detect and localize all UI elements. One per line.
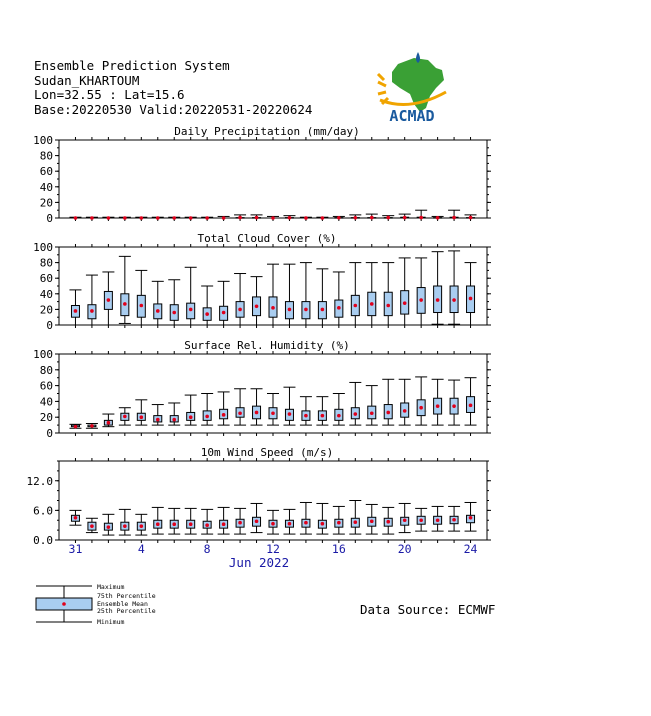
mean-dot	[140, 524, 144, 528]
box-day-22	[415, 210, 427, 219]
y-tick-label: 100	[33, 241, 53, 254]
mean-dot	[419, 406, 423, 410]
y-tick-label: 60	[39, 272, 53, 286]
mean-dot	[205, 523, 209, 527]
mean-dot	[452, 298, 456, 302]
mean-dot	[469, 516, 473, 520]
y-tick-label: 6.0	[33, 504, 53, 518]
x-tick-label: 16	[331, 542, 346, 556]
legend-minimum-label: Minimum	[97, 618, 125, 626]
box-day-19	[366, 386, 378, 426]
box-day-10	[218, 281, 230, 325]
box-day-12	[251, 215, 263, 220]
box-day-7	[168, 280, 180, 325]
box-day-6	[152, 405, 164, 426]
box-day-15	[300, 216, 312, 220]
box-day-18	[349, 215, 361, 220]
box-day-10	[218, 507, 230, 534]
box-day-20	[382, 379, 394, 425]
mean-dot	[140, 415, 144, 419]
box-day-4	[119, 408, 131, 425]
mean-dot	[337, 306, 341, 310]
box-day-9	[201, 394, 213, 426]
box-day-1	[69, 216, 81, 220]
y-tick-label: 12.0	[26, 474, 53, 488]
box-day-23	[432, 216, 444, 220]
y-tick-label: 60	[39, 165, 53, 179]
box-day-23	[432, 379, 444, 425]
box-day-15	[300, 263, 312, 325]
box-day-8	[185, 508, 197, 534]
x-tick-label: 8	[203, 542, 211, 556]
box-day-6	[152, 507, 164, 534]
panel-frame	[59, 140, 487, 218]
mean-dot	[337, 216, 341, 220]
mean-dot	[90, 424, 94, 428]
legend-mean-dot	[62, 602, 66, 606]
box-day-13	[267, 510, 279, 534]
mean-dot	[386, 216, 390, 220]
mean-dot	[205, 216, 209, 220]
mean-dot	[403, 301, 407, 305]
mean-dot	[436, 216, 440, 220]
mean-dot	[255, 411, 259, 415]
mean-dot	[386, 304, 390, 308]
y-tick-label: 60	[39, 379, 53, 393]
box-day-9	[201, 509, 213, 534]
box-day-7	[168, 216, 180, 220]
mean-dot	[337, 521, 341, 525]
box-day-1	[69, 510, 81, 525]
box-day-5	[135, 400, 147, 425]
box-day-22	[415, 377, 427, 425]
mean-dot	[304, 521, 308, 525]
box-day-13	[267, 216, 279, 220]
mean-dot	[354, 520, 358, 524]
x-tick-labels	[69, 542, 478, 556]
mean-dot	[370, 302, 374, 306]
header-line-location: Sudan_KHARTOUM	[34, 72, 140, 88]
mean-dot	[321, 414, 325, 418]
y-tick-label: 0	[46, 212, 53, 225]
legend	[36, 583, 156, 626]
box-day-7	[168, 403, 180, 425]
box-day-10	[218, 216, 230, 220]
box-day-20	[382, 216, 394, 220]
mean-dot	[238, 216, 242, 220]
mean-dot	[74, 309, 78, 313]
box-day-17	[333, 272, 345, 325]
mean-dot	[156, 522, 160, 526]
mean-dot	[469, 297, 473, 301]
box-day-19	[366, 504, 378, 534]
mean-dot	[123, 216, 127, 220]
box-day-11	[234, 215, 246, 220]
mean-dot	[123, 302, 127, 306]
box-day-16	[316, 397, 328, 425]
mean-dot	[156, 309, 160, 313]
rain-drop-icon	[416, 52, 420, 63]
mean-dot	[370, 411, 374, 415]
panel-title: 10m Wind Speed (m/s)	[200, 446, 334, 459]
box-day-14	[283, 509, 295, 534]
mean-dot	[255, 304, 259, 308]
box-day-14	[283, 264, 295, 325]
box-day-10	[218, 392, 230, 425]
mean-dot	[436, 298, 440, 302]
mean-dot	[172, 311, 176, 315]
mean-dot	[469, 404, 473, 408]
box-day-24	[448, 251, 460, 324]
mean-dot	[107, 216, 111, 220]
box-day-13	[267, 264, 279, 325]
box-day-16	[316, 503, 328, 534]
box-day-25	[465, 378, 477, 425]
box-day-7	[168, 508, 180, 534]
box-day-20	[382, 263, 394, 325]
box-day-6	[152, 216, 164, 220]
box-day-9	[201, 216, 213, 220]
box-day-22	[415, 258, 427, 325]
mean-dot	[74, 425, 78, 429]
box-day-16	[316, 216, 328, 220]
panel-title: Daily Precipitation (mm/day)	[174, 125, 360, 138]
mean-dot	[271, 306, 275, 310]
box-day-21	[399, 379, 411, 425]
mean-dot	[189, 216, 193, 220]
mean-dot	[107, 298, 111, 302]
box-day-2	[86, 424, 98, 429]
mean-dot	[403, 518, 407, 522]
box-day-11	[234, 274, 246, 325]
box-day-22	[415, 508, 427, 531]
mean-dot	[452, 518, 456, 522]
data-source: Data Source: ECMWF	[360, 602, 496, 617]
box-day-9	[201, 286, 213, 325]
mean-dot	[288, 216, 292, 220]
header-line-coordinates: Lon=32.55 : Lat=15.6	[34, 87, 185, 102]
box-day-5	[135, 514, 147, 535]
mean-dot	[189, 415, 193, 419]
box-day-21	[399, 214, 411, 219]
mean-dot	[238, 411, 242, 415]
box-day-1	[69, 290, 81, 325]
y-tick-label: 20	[39, 303, 53, 317]
panel-1	[33, 125, 491, 225]
box-day-18	[349, 501, 361, 535]
mean-dot	[222, 522, 226, 526]
box-day-25	[465, 263, 477, 325]
box-day-18	[349, 263, 361, 325]
y-tick-label: 40	[39, 287, 53, 301]
box-day-12	[251, 503, 263, 532]
box-day-4	[119, 216, 131, 220]
box-day-24	[448, 380, 460, 425]
mean-dot	[172, 418, 176, 422]
mean-dot	[321, 216, 325, 220]
mean-dot	[123, 415, 127, 419]
mean-dot	[172, 216, 176, 220]
box-day-12	[251, 389, 263, 425]
box-day-3	[102, 272, 114, 325]
chart-panels	[27, 125, 492, 547]
mean-dot	[452, 404, 456, 408]
y-tick-label: 0.0	[33, 534, 53, 547]
box-day-24	[448, 210, 460, 219]
box-day-5	[135, 270, 147, 325]
y-tick-label: 0	[46, 319, 53, 332]
x-tick-label: 4	[137, 542, 145, 556]
box-day-1	[69, 424, 81, 428]
mean-dot	[156, 418, 160, 422]
legend-maximum-label: Maximum	[97, 583, 125, 591]
x-tick-label: 24	[463, 542, 478, 556]
mean-dot	[304, 216, 308, 220]
mean-dot	[238, 521, 242, 525]
box-day-5	[135, 216, 147, 220]
box-day-2	[86, 216, 98, 220]
box-day-21	[399, 258, 411, 325]
box-day-20	[382, 507, 394, 534]
mean-dot	[370, 216, 374, 220]
mean-dot	[255, 216, 259, 220]
box-day-18	[349, 382, 361, 425]
box-day-17	[333, 394, 345, 426]
y-tick-label: 20	[39, 411, 53, 425]
box-day-6	[152, 281, 164, 325]
mean-dot	[386, 520, 390, 524]
mean-dot	[107, 421, 111, 425]
box-day-14	[283, 387, 295, 425]
mean-dot	[90, 216, 94, 220]
mean-dot	[205, 312, 209, 316]
box-day-23	[432, 252, 444, 325]
legend-p75-label: 75th Percentile	[97, 592, 156, 600]
mean-dot	[403, 216, 407, 220]
mean-dot	[222, 216, 226, 220]
y-tick-label: 20	[39, 196, 53, 210]
box-day-23	[432, 506, 444, 531]
legend-mean-label: Ensemble Mean	[97, 600, 148, 608]
mean-dot	[321, 522, 325, 526]
header-line-dates: Base:20220530 Valid:20220531-20220624	[34, 101, 313, 117]
box-day-8	[185, 395, 197, 425]
mean-dot	[222, 311, 226, 315]
mean-dot	[354, 216, 358, 220]
mean-dot	[469, 216, 473, 220]
panel-title: Total Cloud Cover (%)	[197, 232, 337, 245]
mean-dot	[354, 412, 358, 416]
mean-dot	[419, 298, 423, 302]
legend-p25-label: 25th Percentile	[97, 607, 156, 615]
panel-2	[33, 232, 491, 332]
mean-dot	[419, 518, 423, 522]
mean-dot	[107, 525, 111, 529]
header-line-system: Ensemble Prediction System	[34, 58, 230, 73]
mean-dot	[419, 216, 423, 220]
mean-dot	[304, 308, 308, 312]
box-day-2	[86, 518, 98, 532]
box-day-21	[399, 503, 411, 532]
box-day-24	[448, 506, 460, 531]
mean-dot	[90, 524, 94, 528]
box-day-11	[234, 389, 246, 425]
mean-dot	[172, 522, 176, 526]
mean-dot	[189, 308, 193, 312]
mean-dot	[354, 304, 358, 308]
mean-dot	[90, 309, 94, 313]
mean-dot	[370, 519, 374, 523]
mean-dot	[74, 516, 78, 520]
mean-dot	[321, 308, 325, 312]
mean-dot	[271, 522, 275, 526]
y-tick-label: 40	[39, 180, 53, 194]
x-tick-label: 31	[68, 542, 83, 556]
box-day-8	[185, 216, 197, 220]
x-axis	[69, 542, 478, 570]
box-day-8	[185, 267, 197, 325]
mean-dot	[74, 216, 78, 220]
box-day-4	[119, 509, 131, 535]
box-day-15	[300, 397, 312, 425]
mean-dot	[140, 216, 144, 220]
y-tick-label: 0	[46, 427, 53, 440]
box-day-19	[366, 214, 378, 219]
logo-text: ACMAD	[389, 107, 435, 125]
mean-dot	[123, 524, 127, 528]
box-day-17	[333, 216, 345, 220]
y-tick-label: 80	[39, 256, 53, 270]
box-day-17	[333, 506, 345, 534]
box-day-25	[465, 215, 477, 220]
mean-dot	[205, 415, 209, 419]
box-day-19	[366, 263, 378, 325]
y-tick-label: 100	[33, 134, 53, 147]
box-day-11	[234, 508, 246, 534]
mean-dot	[255, 519, 259, 523]
panel-4	[27, 446, 492, 547]
box-day-3	[102, 216, 114, 220]
sun-rays-icon	[378, 74, 388, 104]
panel-title: Surface Rel. Humidity (%)	[184, 339, 350, 352]
mean-dot	[271, 216, 275, 220]
mean-dot	[222, 413, 226, 417]
box-day-12	[251, 277, 263, 325]
mean-dot	[156, 216, 160, 220]
mean-dot	[386, 411, 390, 415]
mean-dot	[436, 404, 440, 408]
mean-dot	[140, 304, 144, 308]
mean-dot	[238, 308, 242, 312]
mean-dot	[288, 412, 292, 416]
mean-dot	[337, 414, 341, 418]
box-day-4	[119, 256, 131, 323]
box-day-16	[316, 269, 328, 325]
y-tick-label: 40	[39, 395, 53, 409]
box-day-3	[102, 514, 114, 535]
acmad-logo	[378, 52, 446, 125]
mean-dot	[403, 409, 407, 413]
mean-dot	[288, 522, 292, 526]
mean-dot	[288, 308, 292, 312]
mean-dot	[304, 414, 308, 418]
x-tick-label: 12	[266, 542, 280, 556]
box-day-2	[86, 275, 98, 325]
mean-dot	[452, 216, 456, 220]
mean-dot	[436, 518, 440, 522]
box-day-15	[300, 502, 312, 534]
x-tick-label: 20	[397, 542, 412, 556]
mean-dot	[271, 411, 275, 415]
panel-3	[33, 339, 491, 440]
y-tick-label: 80	[39, 363, 53, 377]
box-day-14	[283, 216, 295, 220]
box-day-13	[267, 394, 279, 426]
x-month-label: Jun 2022	[228, 555, 290, 570]
mean-dot	[189, 522, 193, 526]
y-tick-label: 100	[33, 348, 53, 361]
box-day-3	[102, 414, 114, 427]
y-tick-label: 80	[39, 149, 53, 163]
box-day-25	[465, 502, 477, 531]
